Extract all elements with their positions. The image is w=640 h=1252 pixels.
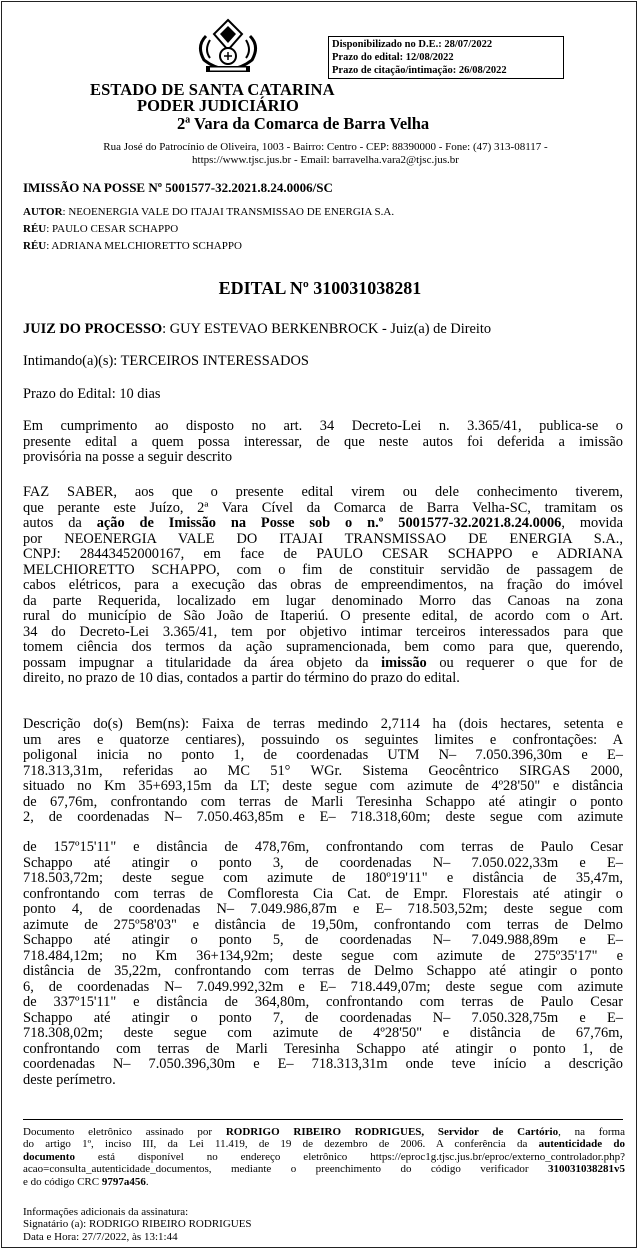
paragraph-cumprimento: Em cumprimento ao disposto no art. 34 Decreto-Lei n. 3.365/41, publica-se o presente edital a quem possa interessar, de que neste autos foi deferida a imissão provisória na posse a seguir descrito — [23, 418, 623, 465]
signer: Signatário (a): RODRIGO RIBEIRO RODRIGUES — [23, 1218, 252, 1231]
publication-date: Disponibilizado no D.E.: 28/07/2022 — [332, 39, 493, 50]
publication-box — [328, 36, 564, 79]
footer-divider — [23, 1119, 623, 1120]
edital-title: EDITAL Nº 310031038281 — [218, 278, 422, 298]
citation-deadline: Prazo de citação/intimação: 26/08/2022 — [332, 65, 507, 76]
state-heading: ESTADO DE SANTA CATARINA — [90, 80, 335, 99]
court-address: Rua José do Patrocínio de Oliveira, 1003 - Bairro: Centro - CEP: 88390000 - Fone: (47) 313-08117 - https://www.tjsc.jus.br - Email: barravelha.vara2@tjsc.jus.br — [103, 141, 548, 166]
intimando-line: Intimando(a)(s): TERCEIROS INTERESSADOS — [23, 353, 309, 369]
paragraph-descricao-continued: de 157º15'11" e distância de 478,76m, confrontando com terras de Paulo Cesar Schappo até atingir o ponto 3, de coordenadas N– 7.050.022,33m e E– 718.503,72m; deste segue com azimute de 180º19'11" e distância de 35,47m, confrontando com terras de Comfloresta Cia Cat. de Empr. Florestais até atingir o ponto 4, de coordenadas N– 7.049.986,87m e E– 718.503,52m; deste segue com azimute de 275º58'03" e distância de 19,50m, confrontando com terras de Delmo Schappo até atingir o ponto 5, de coordenadas N– 7.049.988,89m e E– 718.484,12m; no Km 36+134,92m; deste segue com azimute de 275º35'17" e distância de 35,22m, confrontando com terras de Delmo Schappo até atingir o ponto 6, de coordenadas N– 7.049.992,32m e E– 718.449,07m; deste segue com azimute de 337º15'11" e distância de 364,80m, confrontando com terras de Paulo Cesar Schappo até atingir o ponto 7, de coordenadas N– 7.050.328,75m e E– 718.308,02m; deste segue com azimute de 4º28'50" e distância de 67,76m, confrontando com terras de Marli Teresinha Schappo até atingir o ponto 1, de coordenadas N– 7.050.396,30m e E– 718.313,31m onde teve início a descrição deste perímetro. — [23, 839, 623, 1088]
edital-deadline: Prazo do edital: 12/08/2022 — [332, 52, 454, 63]
party-autor: AUTOR: NEOENERGIA VALE DO ITAJAI TRANSMISSAO DE ENERGIA S.A. — [23, 206, 395, 218]
signature-info-title: Informações adicionais da assinatura: — [23, 1206, 189, 1218]
prazo-line: Prazo do Edital: 10 dias — [23, 386, 161, 402]
paragraph-faz-saber: FAZ SABER, aos que o presente edital virem ou dele conhecimento tiverem, que perante este Juízo, 2ª Vara Cível da Comarca de Barra Velha-SC, tramitam os autos da ação de Imissão na Posse sob o n.º 5001577-32.2021.8.24.0006, movida por NEOENERGIA VALE DO ITAJAI TRANSMISSAO DE ENERGIA S.A., CNPJ: 28443452000167, em face de PAULO CESAR SCHAPPO e ADRIANA MELCHIORETTO SCHAPPO, com o fim de constituir servidão de passagem de cabos elétricos, para a execução das obras de empreendimentos, na fração do imóvel da parte Requerida, localizado em lugar denominado Morro das Canoas na zona rural do município de São João de Itaperiú. O presente edital, de acordo com o Art. 34 do Decreto-Lei 3.365/41, tem por objetivo intimar terceiros interessados para que tomem ciência dos termos da ação supramencionada, bem como para que, querendo, possam impugnar a titularidade da área objeto da imissão ou requerer o que for de direito, no prazo de 10 dias, contados a partir do término do prazo do edital. — [23, 484, 624, 686]
signature-datetime: Data e Hora: 27/7/2022, às 13:1:44 — [23, 1230, 178, 1243]
judge-line: JUIZ DO PROCESSO: GUY ESTEVAO BERKENBROCK - Juiz(a) de Direito — [23, 321, 492, 337]
signature-info — [23, 1206, 625, 1243]
judiciary-heading: PODER JUDICIÁRIO — [137, 96, 299, 115]
party-reu-2: RÉU: ADRIANA MELCHIORETTO SCHAPPO — [23, 240, 242, 252]
edital-page — [1, 1, 637, 1248]
signature-notice: Documento eletrônico assinado por RODRIGO RIBEIRO RODRIGUES, Servidor de Cartório, na forma do artigo 1º, inciso III, da Lei 11.419, de 19 de dezembro de 2006. A conferência da autenticidade do documento está disponível no endereço eletrônico https://eproc1g.tjsc.jus.br/eproc/externo_controlador.php? acao=consulta_autenticidade_documentos, mediante o preenchimento do código verificador 310031038281v5 e do código CRC 9797a456. — [23, 1126, 625, 1188]
court-heading: 2ª Vara da Comarca de Barra Velha — [177, 114, 430, 133]
state-coat-of-arms-icon — [192, 16, 264, 78]
process-number: IMISSÃO NA POSSE Nº 5001577-32.2021.8.24.0006/SC — [23, 180, 333, 195]
party-reu-1: RÉU: PAULO CESAR SCHAPPO — [23, 223, 179, 235]
paragraph-descricao: Descrição do(s) Bem(ns): Faixa de terras medindo 2,7114 ha (dois hectares, setenta e um ares e quatorze centiares), possuindo os seguintes limites e confrontações: A poligonal inicia no ponto 1, de coordenadas UTM N– 7.050.396,30m e E– 718.313,31m, referidas ao MC 51° WGr. Sistema Geocêntrico SIRGAS 2000, situado no Km 35+693,15m da LT; deste segue com azimute de 4º28'50" e distância de 67,76m, confrontando com terras de Marli Teresinha Schappo até atingir o ponto 2, de coordenadas N– 7.050.463,85m e E– 718.318,60m; deste segue com azimute — [23, 716, 623, 825]
